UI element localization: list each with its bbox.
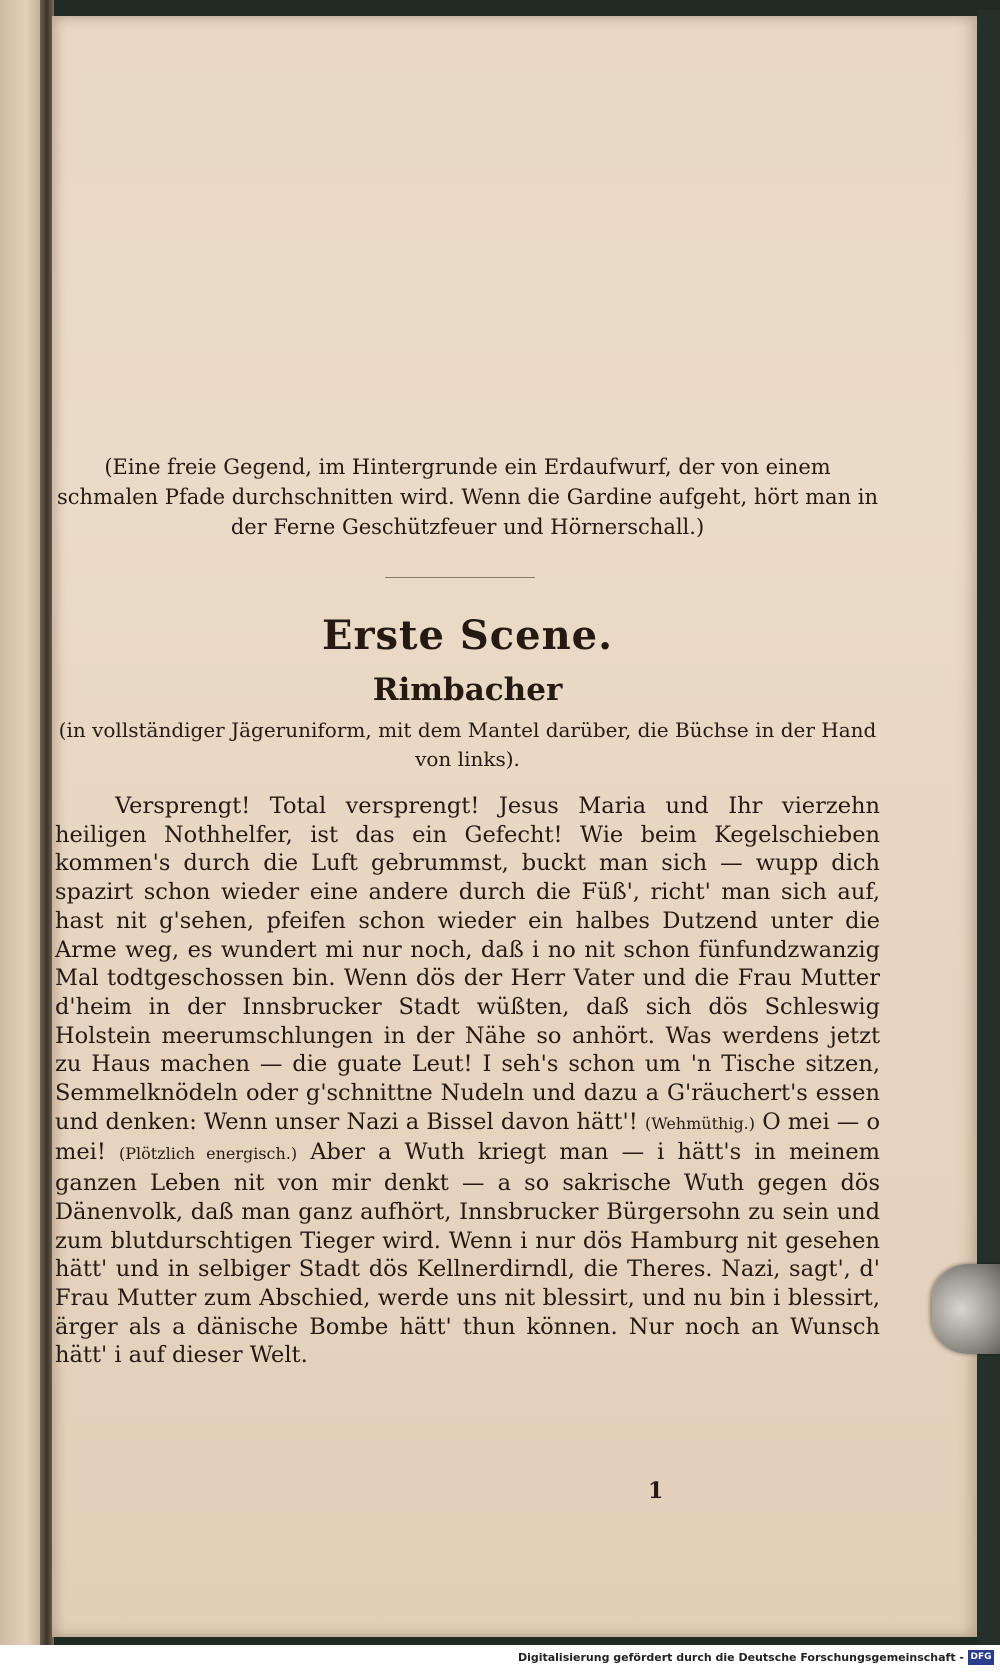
page-clip xyxy=(932,1264,1000,1354)
section-divider xyxy=(385,577,535,578)
footer-bar xyxy=(0,1645,1000,1673)
left-page-edge xyxy=(0,0,44,1645)
character-direction: (in vollständiger Jägeruniform, mit dem Mantel darüber, die Büchse in der Hand von links). xyxy=(58,718,877,771)
character-name: Rimbacher xyxy=(372,672,563,708)
monologue-part-1: Versprengt! Total versprengt! Jesus Maria und Ihr vierzehn heiligen Nothhelfer, ist das ein Gefecht! Wie beim Kegelschieben kommen's durch die Luft gebrummst, buckt man sich — wupp dich spazirt schon wieder eine andere durch die Füß', richt' man sich auf, hast nit g'sehen, pfeifen schon wieder ein halbes Dutzend unter die Arme weg, es wundert mi nur noch, daß i no nit schon fünfundzwanzig Mal todtgeschossen bin. Wenn dös der Herr Vater und die Frau Mutter d'heim in der Innsbrucker Stadt wüßten, daß sich dös Schleswig Holstein meerumschlungen in der Nähe so anhört. Was werdens jetzt zu Haus machen — die guate Leut! I seh's schon um 'n Tische sitzen, Semmelknödeln oder g'schnittne Nudeln und dazu a G'räuchert's essen und denken: Wenn unser Nazi a Bissel davon hätt'! xyxy=(55,793,880,1135)
stage-aside-1: (Wehmüthig.) xyxy=(644,1113,756,1133)
dfg-logo: DFG xyxy=(968,1650,994,1665)
scene-title: Erste Scene. xyxy=(321,612,614,659)
page-number: 1 xyxy=(648,1478,664,1504)
monologue-part-3: Aber a Wuth kriegt man — i hätt's in meinem ganzen Leben nit von mir denkt — a so sakrische Wuth gegen dös Dänenvolk, daß man ganz aufhört, Innsbrucker Bürgersohn zu sein und zum blutdurschtigen Tieger wird. Wenn i nur dös Hamburg nit gesehen hätt' und in selbiger Stadt dös Kellnerdirndl, die Theres. Nazi, sagt', d' Frau Mutter zum Abschied, werde uns nit blessirt, und nu bin i blessirt, ärger als a dänische Bombe hätt' thun können. Nur noch an Wunsch hätt' i auf dieser Welt. xyxy=(55,1139,880,1369)
monologue-part-2: O mei — o mei! xyxy=(55,1108,881,1166)
stage-aside-2: (Plötzlich energisch.) xyxy=(118,1144,298,1164)
monologue-paragraph xyxy=(55,792,880,1370)
monologue-text xyxy=(55,792,880,1370)
stage-direction: (Eine freie Gegend, im Hintergrunde ein Erdaufwurf, der von einem schmalen Pfade durchschnitten wird. Wenn die Gardine aufgeht, hört man in der Ferne Geschützfeuer und Hörnerschall.) xyxy=(56,455,879,539)
dfg-credit-text: Digitalisierung gefördert durch die Deutsche Forschungsgemeinschaft - xyxy=(517,1651,964,1664)
right-page-edge xyxy=(977,10,1000,1645)
